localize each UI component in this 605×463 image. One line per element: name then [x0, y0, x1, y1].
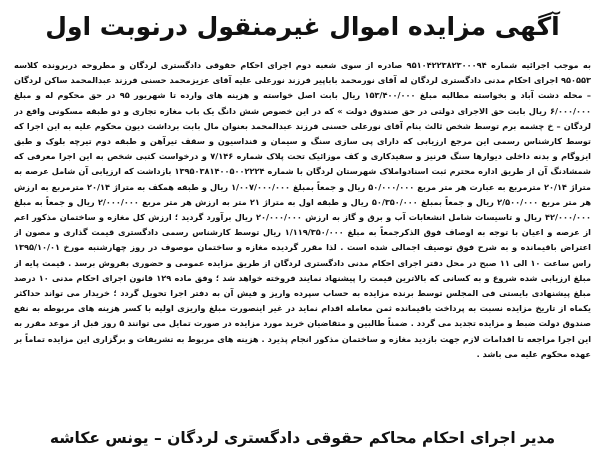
notice-body: به موجب اجرائیه شماره ۹۵۱۰۴۲۲۳۸۲۳۰۰۰۹۴ صادره از سوی شعبه دوم اجرای احکام حقوقی دادگستری لردگان و مطروحه دربرونده کلاسه ۹۵۰۵۵۳ اجرای احکام مدنی دادگستری لردگان له آقای نورمحمد باباپیر فرزند نورعلی علیه آقای عزیزمحمد حسنی فرزند عبدالمحمد ساکن لردگان – محله دشت آباد و بخواسته مطالبه مبلغ ۱۵۳/۴۰۰/۰۰۰ ریال بابت اصل خواسته و هزینه های وارده تا شهریور ۹۵ در حق محکوم له و مبلغ ۶/۰۰۰/۰۰۰ ریال بابت حق الاجرای دولتی در حق صندوق دولت » که در این خصوص شش دانگ یک باب مغازه تجاری و دو طبقه مسکونی واقع در لردگان – خ چشمه برم توسط شخص ثالث بنام آقای نورعلی حسنی فرزند عبدالمحمد بعنوان مال بابت برداشت دیون محکوم علیه به این اجرا که توسط کارشناس رسمی این مرجع ارزیابی که دارای پی سازی سنگ و سیمان و فنداسیون و سقف تیرآهن و طبقه دوم تیرچه بلوک و طبق ایزوگام و بدنه داخلی دیوارها سنگ فرنیز و سفیدکاری و کف موزائیک تحت پلاک شماره ۷/۱۴۶ و درخواست کتبی شخص به این اجرا معرفی که شمشادنگ آن از طریق اداره محترم ثبت اسنادواملاک شهرستان لردگان با شماره ۱۳۹۵۰۳۸۱۴۰۰۵۰۰۲۲۲۴ بازداشت که ارزیابی آن شامل عرصه به متراژ ۲۰/۱۴ مترمربع به عبارت هر متر مربع ۵۰/۰۰۰/۰۰۰ ریال و جمعاً بمبلغ ۱/۰۰۷/۰۰۰/۰۰۰ ریال و طبقه همکف به متراژ ۲۰/۱۴ مترمربع به ارزش هر متر مربع ۲/۵۰۰/۰۰۰ ریال و جمعاً بمبلغ ۵۰/۳۵۰/۰۰۰ ریال و طبقه اول به متراژ ۲۱ متر به ارزش هر متر مربع ۲/۰۰۰/۰۰۰ ریال و جمعاً به مبلغ ۴۲/۰۰۰/۰۰۰ ریال و تاسیسات شامل انشعابات آب و برق و گاز به ارزش ۲۰/۰۰۰/۰۰۰ ریال برآورد گردید ؛ ارزش کل مغازه و ساختمان مذکور اعم از عرصه و اعیان با توجه به اوصاف فوق الذکرجمعاً به مبلغ ۱/۱۱۹/۳۵۰/۰۰۰ ریال توسط کارشناس رسمی دادگستری قیمت گذاری و مصون از اعتراض باقیمانده و به شرح فوق توصیف اجمالی شده است . لذا مقرر گردیده مغازه و ساختمان موصوف در روز چهارشنبه مورخ ۱۳۹۵/۱۰/۰۱ راس ساعت ۱۰ الی ۱۱ صبح در محل دفتر اجرای احکام مدنی دادگستری لردگان از طریق مزایده عمومی و حضوری بفروش برسد . قیمت پایه از مبلغ ارزیابی شده شروع و به کسانی که بالاترین قیمت را پیشنهاد نمایند فروخته خواهد شد ؛ وفق ماده ۱۲۹ قانون اجرای احکام مدنی ۱۰ درصد مبلغ پیشنهادی بایستی فی المجلس توسط برنده مزایده به حساب سپرده واریز و فیش آن به دفتر اجرا تحویل گردد ؛ خریدار می تواند حداکثر یکماه از تاریخ مزایده نسبت به پرداخت باقیمانده ثمن معامله اقدام نماید در غیر اینصورت مبلغ واریزی اولیه با کسر هزینه های مربوطه به نفع صندوق دولت ضبط و مزایده تجدید می گردد . ضمناً طالبین و متقاضیان خرید مورد مزایده در صورت تمایل می توانند ۵ روز قبل از موعد مقرر به این اجرا مراجعه تا اقدامات لازم جهت بازدید مغازه و ساختمان مذکور انجام پذیرد . هزینه های مربوط به تشریفات و برگزاری این مزایده تماماً بر عهده محکوم علیه می باشد .	[14, 60, 591, 359]
notice-title: آگهی مزایده اموال غیرمنقول درنوبت اول	[45, 12, 560, 41]
notice-signature: مدیر اجرای احکام محاکم حقوقی دادگستری لردگان – یونس عکاشه	[49, 429, 556, 447]
